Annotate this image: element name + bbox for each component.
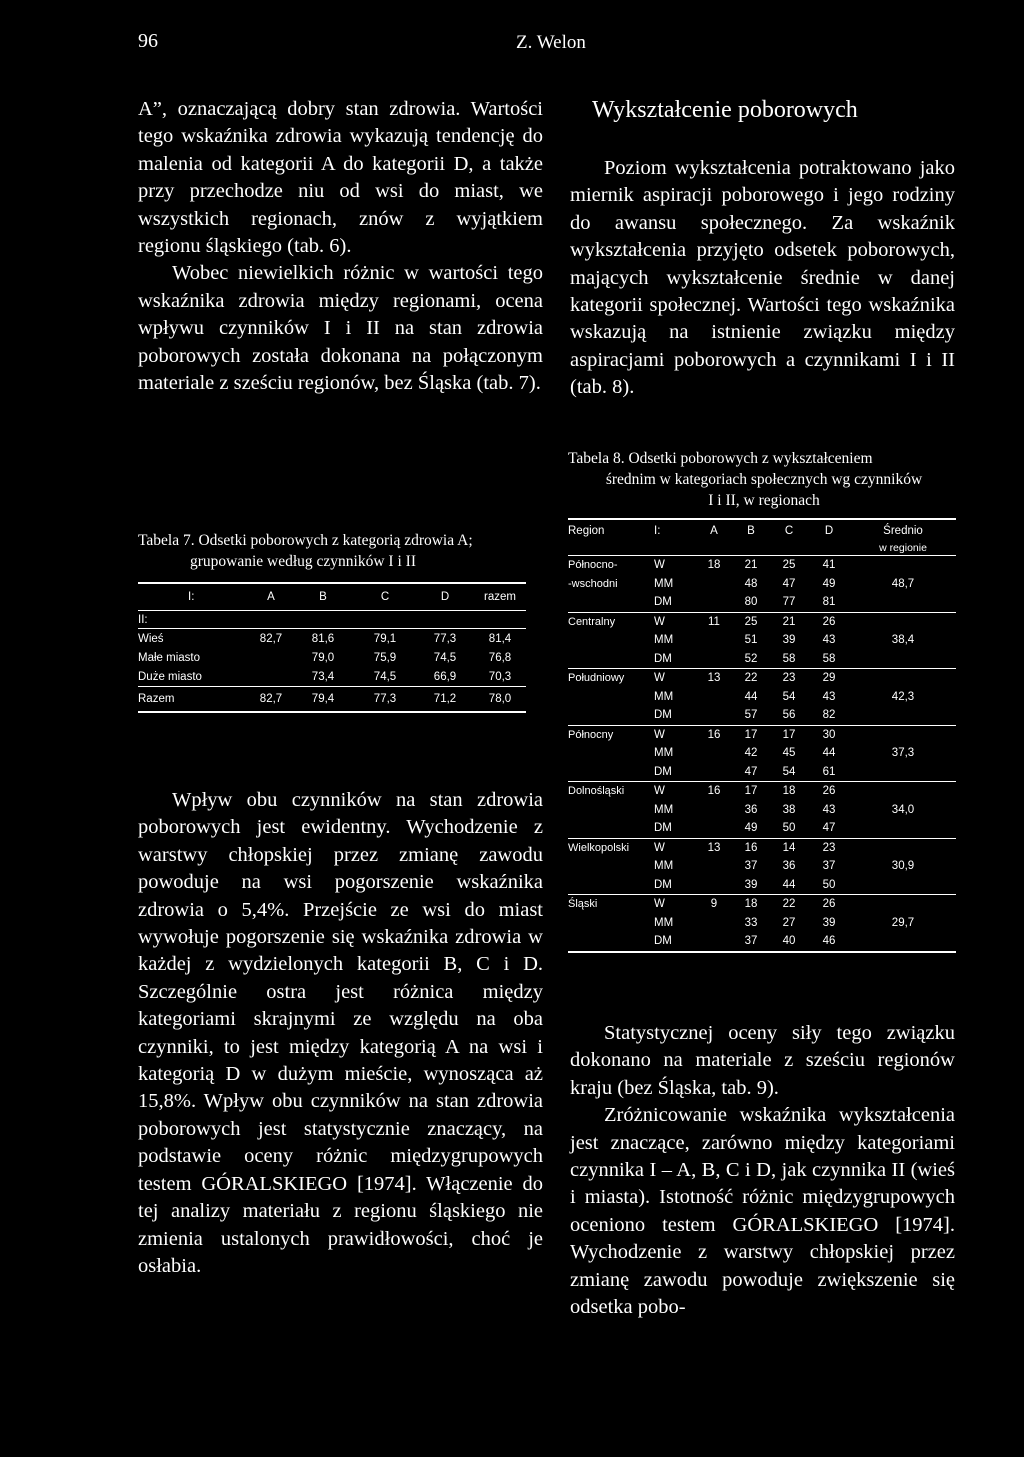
cell — [250, 648, 292, 667]
table-header-row — [568, 519, 956, 541]
column-header: D — [416, 583, 474, 611]
row-type: W — [654, 556, 696, 575]
cell: 79,4 — [292, 687, 354, 713]
empty-cell — [850, 932, 956, 952]
row-type: MM — [654, 577, 674, 590]
cell — [696, 650, 732, 669]
cell: 22 — [732, 669, 770, 688]
paragraph: Wpływ obu czynników na stan zdrowia poborowych jest ewidentny. Wychodzenie z warstwy chłopskiej przez zmianę zawodu powoduje na wsi pogorszenie wskaźnika zdrowia o 5,4%. Przejście ze wsi do miast wywołuje pogorszenie się wskaźnika zdrowia w każdej z wydzielonych kategorii B, C i D. Szczególnie ostra jest różnica między kategoriami skrajnymi ze względu na oba czynniki, to jest między kategorią A na wsi i kategorią D w dużym mieście, wynosząca aż 15,8%. Wpływ obu czynników na stan zdrowia poborowych jest statystycznie znaczący, na podstawie oceny różnic międzygrupowych testem GÓRALSKIEGO [1974]. Włączenie do tej analizy materiału z regionu śląskiego nie zmienia ustalonych prawidłowości, choć je osłabia. — [138, 789, 543, 1277]
row-type: MM — [654, 690, 674, 703]
region-average: 42,3 — [891, 690, 915, 703]
cell: 18 — [696, 556, 732, 575]
empty-cell — [696, 541, 732, 556]
region-label: Północny — [568, 725, 654, 744]
table-row — [138, 667, 526, 687]
cell: 17 — [770, 725, 808, 744]
cell: 26 — [808, 895, 850, 914]
region-label — [568, 744, 654, 763]
empty-cell — [732, 541, 770, 556]
table-row — [568, 782, 956, 801]
table-row — [138, 629, 526, 649]
region-label: Wielkopolski — [568, 838, 654, 857]
column-header: C — [354, 583, 416, 611]
table-row — [568, 631, 956, 650]
table-header-row — [138, 583, 526, 611]
table-7-caption — [138, 530, 543, 572]
column-header: I: — [654, 519, 696, 541]
cell: 80 — [744, 596, 758, 609]
cell: 47 — [782, 577, 796, 590]
row-type: W — [654, 612, 696, 631]
cell: 30 — [808, 725, 850, 744]
cell — [696, 876, 732, 895]
table-row — [568, 575, 956, 594]
table-total-row — [138, 687, 526, 713]
running-header-author: Z. Welon — [516, 32, 586, 53]
region-average: 30,9 — [891, 860, 915, 873]
empty-cell — [568, 932, 654, 952]
empty-cell — [568, 819, 654, 838]
empty-cell — [568, 541, 654, 556]
cell: 74,5 — [373, 670, 397, 683]
empty-cell — [568, 706, 654, 725]
right-column-bottom-text — [570, 1020, 955, 1321]
column-header: Średnio — [850, 519, 956, 541]
cell: 47 — [744, 765, 758, 778]
row-type: DM — [654, 765, 672, 778]
cell: 70,3 — [488, 670, 512, 683]
cell: 61 — [822, 765, 836, 778]
caption-line: średnim w kategoriach społecznych wg czynników — [605, 471, 923, 488]
cell — [696, 706, 732, 725]
table-subheader-row — [138, 611, 526, 629]
cell: 39 — [822, 916, 836, 929]
cell: 54 — [782, 690, 796, 703]
table-row — [568, 706, 956, 725]
cell: 57 — [744, 709, 758, 722]
row-type: W — [654, 669, 696, 688]
region-label: Centralny — [568, 612, 654, 631]
cell: 33 — [744, 916, 758, 929]
table-row — [568, 932, 956, 952]
row-type: W — [654, 725, 696, 744]
cell: 58 — [782, 652, 796, 665]
region-label — [568, 631, 654, 650]
left-column-bottom-text — [138, 787, 543, 1280]
region-label: Północno- — [568, 556, 654, 575]
table-row — [568, 725, 956, 744]
cell: 21 — [732, 556, 770, 575]
factor-1-label: I: — [138, 583, 250, 611]
empty-cell — [770, 541, 808, 556]
empty-cell — [568, 763, 654, 782]
cell: 49 — [822, 577, 836, 590]
cell — [696, 819, 732, 838]
row-type: DM — [654, 709, 672, 722]
row-type: MM — [654, 916, 674, 929]
region-label — [568, 801, 654, 820]
cell: 48 — [744, 577, 758, 590]
region-label: Południowy — [568, 669, 654, 688]
cell: 45 — [782, 747, 796, 760]
cell: 66,9 — [433, 670, 457, 683]
cell: 74,5 — [433, 651, 457, 664]
cell — [696, 801, 732, 820]
cell: 17 — [732, 782, 770, 801]
empty-cell — [568, 650, 654, 669]
cell: 82 — [822, 709, 836, 722]
paragraph: A”, oznaczającą dobry stan zdrowia. Wartości tego wskaźnika zdrowia wykazują tendencję do malenia od kategorii A do kategorii D, a także przy przechodze niu od wsi do miast, we wszystkich regionach, znów z wyjątkiem regionu śląskiego (tab. 6). — [138, 98, 543, 258]
cell: 56 — [782, 709, 796, 722]
region-average: 48,7 — [891, 577, 915, 590]
region-label — [568, 857, 654, 876]
paragraph: Poziom wykształcenia potraktowano jako miernik aspiracji poborowego i jego rodziny do awansu społecznego. Za wskaźnik wykształcenia przyjęto odsetek poborowych, mających wykształcenie średnie w danej kategorii społecznej. Wartości tego wskaźnika wskazują na istnienie związku między aspiracjami poborowych a czynnikami I i II (tab. 8). — [570, 157, 955, 399]
empty-cell — [850, 669, 956, 688]
empty-cell — [850, 556, 956, 575]
cell: 44 — [782, 878, 796, 891]
table-row — [568, 876, 956, 895]
paragraph: Wobec niewielkich różnic w wartości tego wskaźnika zdrowia między regionami, ocena wpływu czynników I i II na stan zdrowia poborowych została dokonana na połączonym materiale z sześciu regionów, bez Śląska (tab. 7). — [138, 262, 543, 395]
cell: 44 — [744, 690, 758, 703]
cell: 73,4 — [311, 670, 335, 683]
cell: 54 — [782, 765, 796, 778]
cell: 50 — [782, 822, 796, 835]
caption-line: Tabela 8. Odsetki poborowych z wykształceniem — [568, 450, 873, 467]
cell: 42 — [744, 747, 758, 760]
cell: 13 — [696, 838, 732, 857]
cell: 18 — [732, 895, 770, 914]
column-header: B — [292, 583, 354, 611]
region-label — [568, 688, 654, 707]
table-row — [568, 612, 956, 631]
caption-line: I i II, w regionach — [708, 492, 820, 509]
table-row — [568, 593, 956, 612]
cell: 75,9 — [373, 651, 397, 664]
empty-cell — [850, 876, 956, 895]
cell: 49 — [744, 822, 758, 835]
cell: 46 — [808, 932, 850, 952]
cell: 16 — [696, 782, 732, 801]
paragraph: Zróżnicowanie wskaźnika wykształcenia jest znaczące, zarówno między kategoriami czynnika I – A, B, C i D, jak czynnika II (wieś i miasta). Istotność różnic międzygrupowych oceniono testem GÓRALSKIEGO [1974]. Wychodzenie z warstwy chłopskiej przez zmianę zawodu powoduje zwiększenie się odsetka pobo- — [570, 1104, 955, 1319]
table-row — [568, 669, 956, 688]
cell: 37 — [822, 860, 836, 873]
cell: 23 — [808, 838, 850, 857]
table-8 — [568, 518, 956, 953]
empty-cell — [850, 650, 956, 669]
cell: 25 — [770, 556, 808, 575]
table-row — [568, 688, 956, 707]
cell: 27 — [782, 916, 796, 929]
row-label: Małe miasto — [138, 651, 200, 664]
cell — [696, 914, 732, 933]
cell: 44 — [822, 747, 836, 760]
row-label: Wieś — [138, 629, 250, 649]
cell — [696, 744, 732, 763]
cell: 29 — [808, 669, 850, 688]
table-row — [568, 801, 956, 820]
cell: 11 — [696, 612, 732, 631]
cell: 79,1 — [354, 629, 416, 649]
factor-2-label: II: — [138, 611, 250, 629]
empty-cell — [850, 593, 956, 612]
cell: 36 — [782, 860, 796, 873]
cell: 52 — [744, 652, 758, 665]
table-row — [568, 763, 956, 782]
row-type: MM — [654, 803, 674, 816]
empty-cell — [850, 612, 956, 631]
table-row — [568, 556, 956, 575]
empty-cell — [850, 819, 956, 838]
cell: 17 — [732, 725, 770, 744]
row-type: DM — [654, 652, 672, 665]
row-type: MM — [654, 860, 674, 873]
row-type: DM — [654, 932, 696, 952]
empty-cell — [850, 706, 956, 725]
cell: 76,8 — [488, 651, 512, 664]
cell: 81 — [822, 596, 836, 609]
column-header: Region — [568, 519, 654, 541]
empty-cell — [850, 763, 956, 782]
table-row — [138, 648, 526, 667]
cell: 39 — [744, 878, 758, 891]
region-label: Śląski — [568, 895, 654, 914]
row-type: DM — [654, 596, 672, 609]
cell: 41 — [808, 556, 850, 575]
right-column-top-text — [570, 155, 955, 402]
cell: 23 — [770, 669, 808, 688]
cell: 37 — [732, 932, 770, 952]
row-type: MM — [654, 634, 674, 647]
cell — [696, 857, 732, 876]
row-type: DM — [654, 822, 672, 835]
paragraph: Statystycznej oceny siły tego związku dokonano na materiale z sześciu regionów kraju (bez Śląska, tab. 9). — [570, 1022, 955, 1099]
cell — [250, 667, 292, 687]
cell: 77,3 — [354, 687, 416, 713]
cell: 81,4 — [474, 629, 526, 649]
empty-cell — [654, 541, 696, 556]
column-header: D — [808, 519, 850, 541]
table-8-caption — [568, 448, 960, 511]
cell — [696, 593, 732, 612]
cell: 51 — [744, 634, 758, 647]
empty-cell — [850, 782, 956, 801]
column-header: w regionie — [850, 541, 956, 556]
cell: 82,7 — [250, 687, 292, 713]
empty-cell — [568, 876, 654, 895]
row-type: W — [654, 895, 696, 914]
cell: 47 — [822, 822, 836, 835]
cell: 79,0 — [311, 651, 335, 664]
cell: 39 — [782, 634, 796, 647]
cell: 21 — [770, 612, 808, 631]
table-row — [568, 650, 956, 669]
cell: 18 — [770, 782, 808, 801]
table-7 — [138, 582, 526, 713]
left-column-top-text — [138, 96, 543, 397]
table-row — [568, 744, 956, 763]
cell: 81,6 — [292, 629, 354, 649]
column-header: razem — [474, 583, 526, 611]
cell: 22 — [770, 895, 808, 914]
empty-cell — [850, 895, 956, 914]
cell: 71,2 — [416, 687, 474, 713]
cell: 16 — [732, 838, 770, 857]
row-type: W — [654, 838, 696, 857]
cell: 25 — [732, 612, 770, 631]
cell: 13 — [696, 669, 732, 688]
cell: 14 — [770, 838, 808, 857]
empty-cell — [568, 593, 654, 612]
region-label — [568, 914, 654, 933]
cell — [696, 932, 732, 952]
region-average: 37,3 — [891, 747, 915, 760]
cell: 50 — [822, 878, 836, 891]
cell — [696, 763, 732, 782]
column-header: A — [696, 519, 732, 541]
cell: 58 — [822, 652, 836, 665]
page-number: 96 — [138, 30, 158, 52]
row-label: Duże miasto — [138, 670, 202, 683]
cell — [696, 688, 732, 707]
row-label: Razem — [138, 687, 250, 713]
cell: 43 — [822, 634, 836, 647]
row-type: DM — [654, 878, 672, 891]
region-label: Dolnośląski — [568, 782, 654, 801]
table-header-row — [568, 541, 956, 556]
cell: 36 — [744, 803, 758, 816]
column-header: A — [250, 583, 292, 611]
caption-line: Tabela 7. Odsetki poborowych z kategorią zdrowia A; — [138, 532, 473, 549]
table-row — [568, 914, 956, 933]
region-average: 29,7 — [891, 916, 915, 929]
cell: 43 — [822, 690, 836, 703]
row-type: W — [654, 782, 696, 801]
cell: 9 — [696, 895, 732, 914]
region-average: 38,4 — [891, 634, 915, 647]
cell: 43 — [822, 803, 836, 816]
table-row — [568, 819, 956, 838]
cell: 16 — [696, 725, 732, 744]
cell — [696, 631, 732, 650]
cell: 26 — [808, 612, 850, 631]
table-row — [568, 895, 956, 914]
column-header: B — [732, 519, 770, 541]
row-type: MM — [654, 747, 674, 760]
cell: 82,7 — [250, 629, 292, 649]
cell: 40 — [770, 932, 808, 952]
table-row — [568, 838, 956, 857]
cell — [696, 575, 732, 594]
column-header: C — [770, 519, 808, 541]
cell: 77,3 — [416, 629, 474, 649]
region-label: -wschodni — [568, 577, 618, 590]
cell: 38 — [782, 803, 796, 816]
empty-cell — [850, 725, 956, 744]
cell: 78,0 — [474, 687, 526, 713]
caption-line: grupowanie według czynników I i II — [190, 553, 416, 570]
empty-cell — [808, 541, 850, 556]
table-row — [568, 857, 956, 876]
empty-cell — [850, 838, 956, 857]
section-heading: Wykształcenie poborowych — [592, 97, 858, 123]
cell: 26 — [808, 782, 850, 801]
region-average: 34,0 — [891, 803, 915, 816]
cell: 77 — [782, 596, 796, 609]
cell: 37 — [744, 860, 758, 873]
